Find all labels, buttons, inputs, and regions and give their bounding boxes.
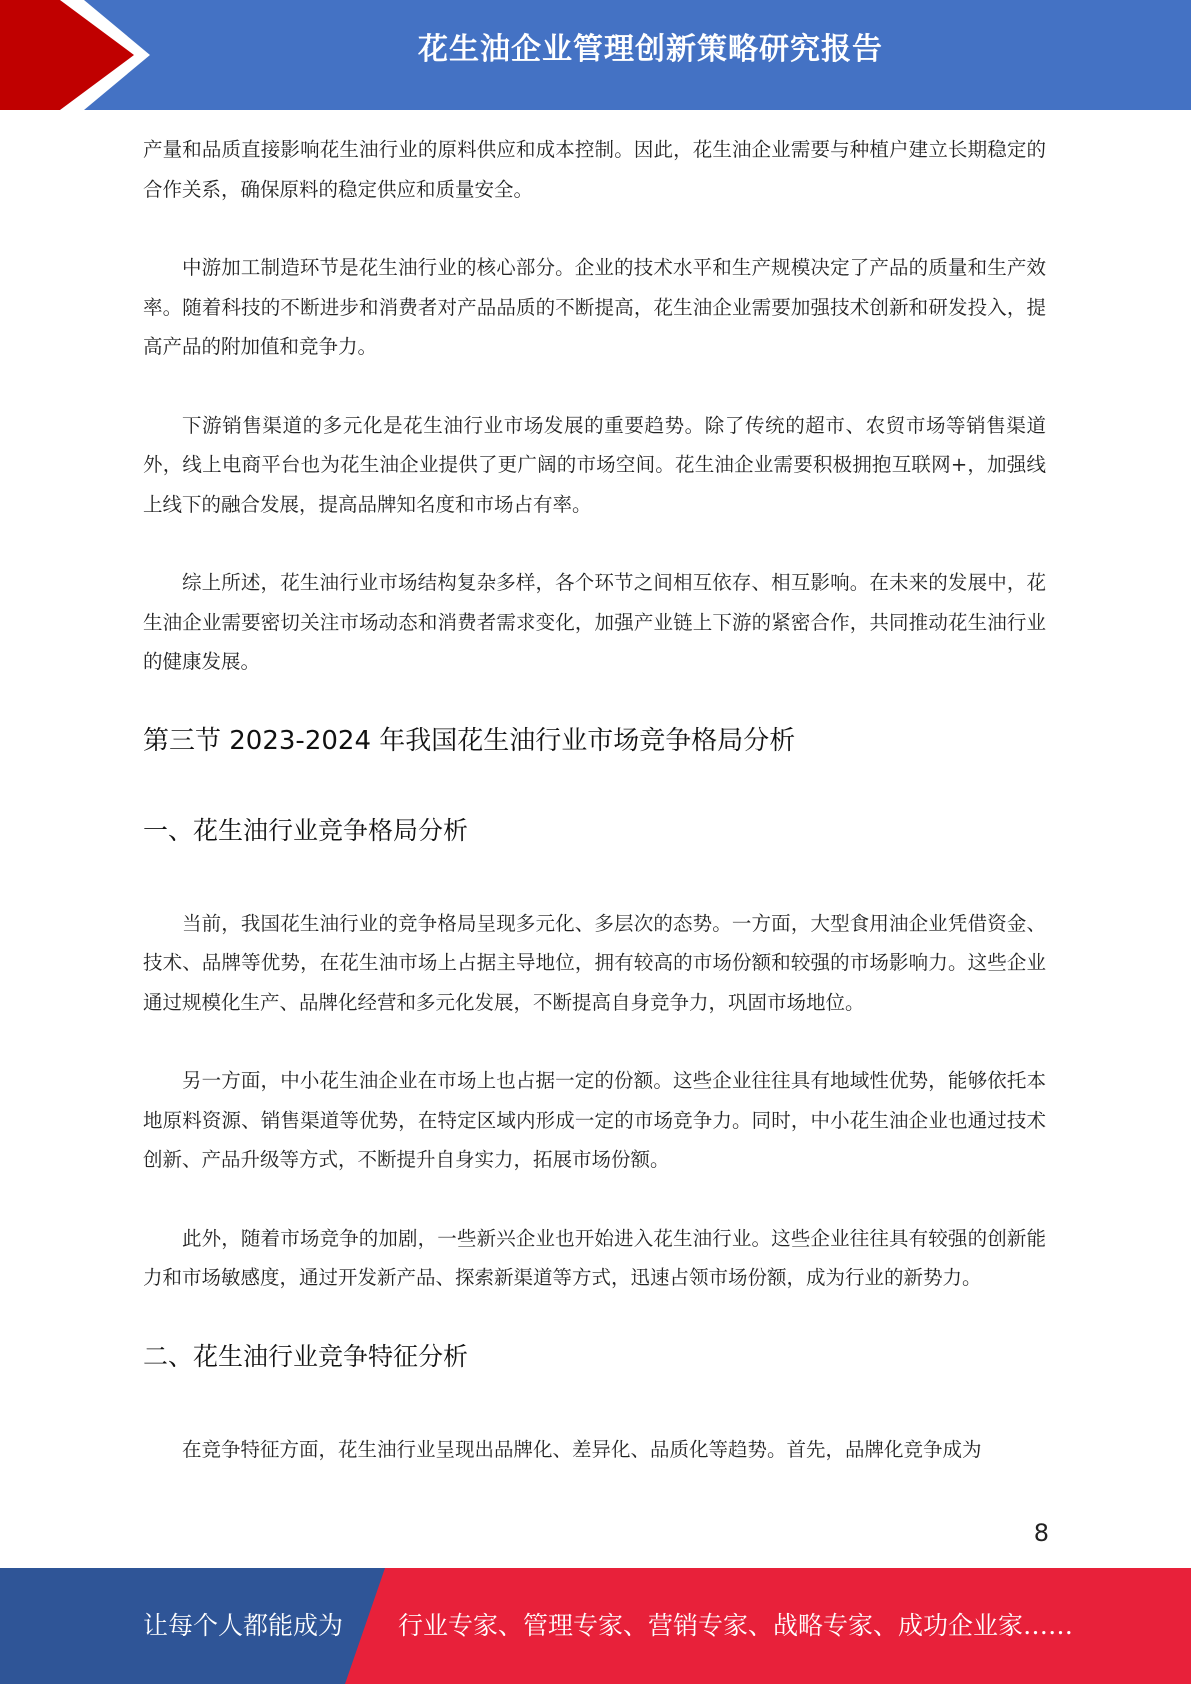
paragraph: 此外，随着市场竞争的加剧，一些新兴企业也开始进入花生油行业。这些企业往往具有较强的创新能力和市场敏感度，通过开发新产品、探索新渠道等方式，迅速占领市场份额，成为行业的新势力。 <box>143 1226 1046 1289</box>
paragraph: 另一方面，中小花生油企业在市场上也占据一定的份额。这些企业往往具有地域性优势，能够依托本地原料资源、销售渠道等优势，在特定区域内形成一定的市场竞争力。同时，中小花生油企业也通过技术创新、产品升级等方式，不断提升自身实力，拓展市场份额。 <box>143 1069 1046 1171</box>
paragraph: 当前，我国花生油行业的竞争格局呈现多元化、多层次的态势。一方面，大型食用油企业凭借资金、技术、品牌等优势，在花生油市场上占据主导地位，拥有较高的市场份额和较强的市场影响力。这些企业通过规模化生产、品牌化经营和多元化发展，不断提高自身竞争力，巩固市场地位。 <box>143 911 1046 1014</box>
page-number: 8 <box>1033 1519 1049 1547</box>
page-header <box>0 0 1191 110</box>
document-body <box>143 130 1046 1508</box>
paragraph: 在竞争特征方面，花生油行业呈现出品牌化、差异化、品质化等趋势。首先，品牌化竞争成为 <box>182 1437 982 1461</box>
paragraph: 产量和品质直接影响花生油行业的原料供应和成本控制。因此，花生油企业需要与种植户建立长期稳定的合作关系，确保原料的稳定供应和质量安全。 <box>143 138 1046 201</box>
footer-slogan-left: 让每个人都能成为 <box>143 1611 344 1640</box>
footer-slogan-right: 行业专家、管理专家、营销专家、战略专家、成功企业家…… <box>398 1611 1074 1640</box>
subsection-heading: 一、花生油行业竞争格局分析 <box>143 815 469 845</box>
page-footer <box>0 1568 1191 1684</box>
header-title: 花生油企业管理创新策略研究报告 <box>418 32 883 67</box>
paragraph: 下游销售渠道的多元化是花生油行业市场发展的重要趋势。除了传统的超市、农贸市场等销售渠道外，线上电商平台也为花生油企业提供了更广阔的市场空间。花生油企业需要积极拥抱互联网+，加强线上线下的融合发展，提高品牌知名度和市场占有率。 <box>143 413 1046 516</box>
header-arrow-decoration <box>0 0 170 110</box>
subsection-heading: 二、花生油行业竞争特征分析 <box>143 1341 469 1371</box>
paragraph: 综上所述，花生油行业市场结构复杂多样，各个环节之间相互依存、相互影响。在未来的发展中，花生油企业需要密切关注市场动态和消费者需求变化，加强产业链上下游的紧密合作，共同推动花生油行业的健康发展。 <box>143 571 1046 673</box>
section-heading: 第三节 2023-2024 年我国花生油行业市场竞争格局分析 <box>143 725 796 756</box>
paragraph: 中游加工制造环节是花生油行业的核心部分。企业的技术水平和生产规模决定了产品的质量和生产效率。随着科技的不断进步和消费者对产品品质的不断提高，花生油企业需要加强技术创新和研发投入，提高产品的附加值和竞争力。 <box>143 256 1046 358</box>
